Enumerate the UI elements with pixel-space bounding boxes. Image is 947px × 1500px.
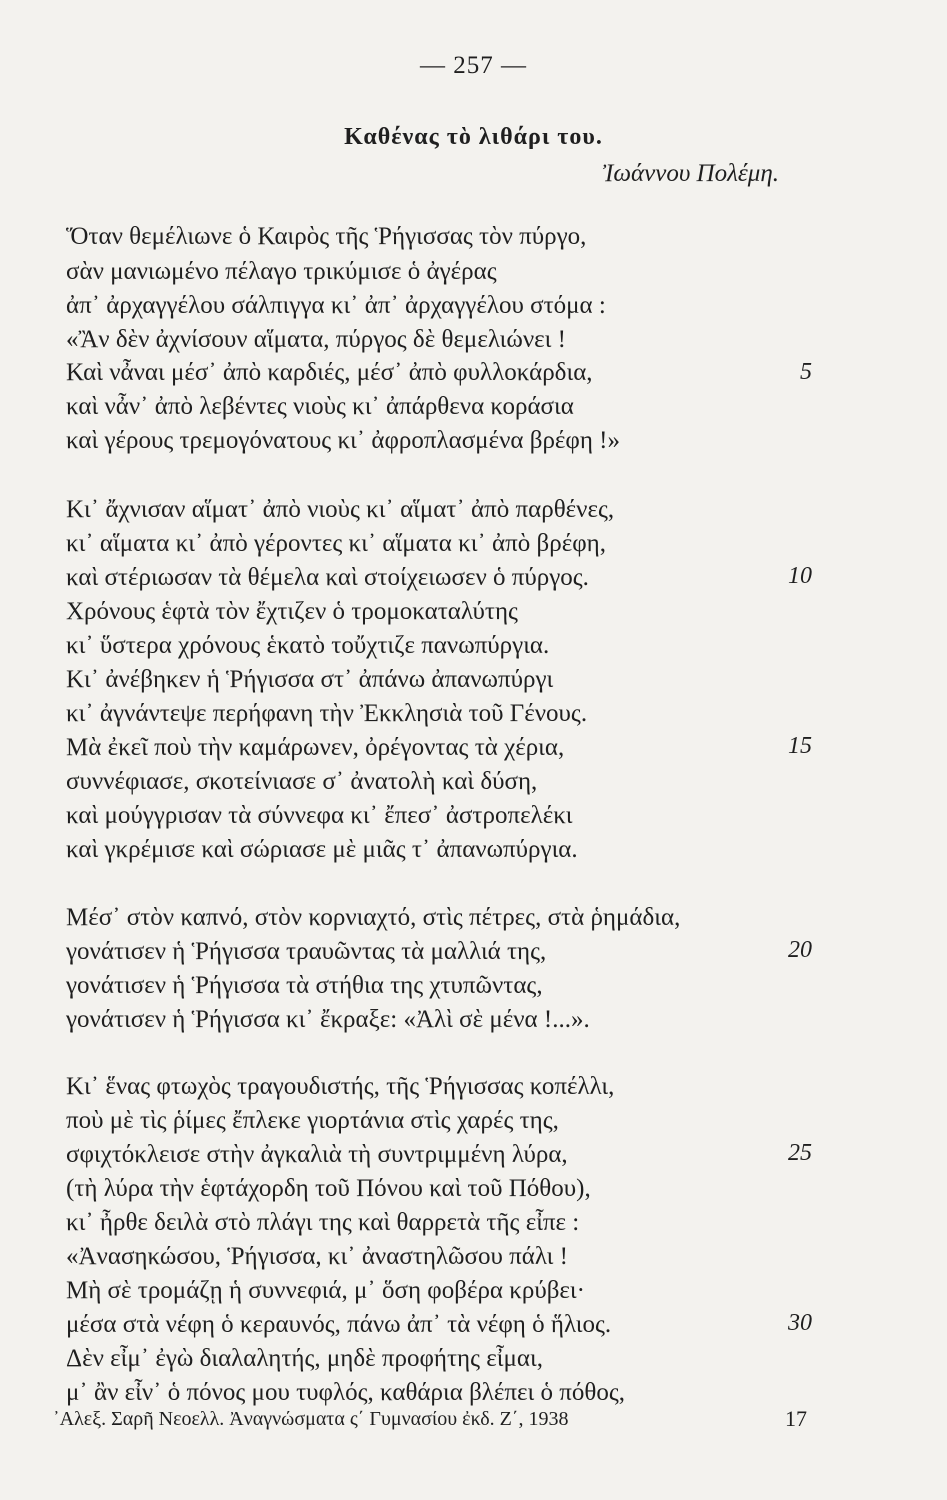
poem-line: κι᾽ ἦρθε δειλὰ στὸ πλάγι της καὶ θαρρετὰ τῆς εἶπε : <box>66 1209 580 1236</box>
poem-line: Κι᾽ ἄχνισαν αἵματ᾽ ἀπὸ νιοὺς κι᾽ αἵματ᾽ ἀπὸ παρθένες, <box>66 496 615 523</box>
poem-line: (τὴ λύρα τὴν ἑφτάχορδη τοῦ Πόνου καὶ τοῦ Πόθου), <box>66 1175 591 1202</box>
poem-line: κι᾽ ὕστερα χρόνους ἑκατὸ τοὔχτιζε πανωπύργια. <box>66 632 550 659</box>
poem-author: Ἰωάννου Πολέμη. <box>602 160 779 187</box>
line-number: 25 <box>788 1140 812 1166</box>
poem-line: Δὲν εἶμ᾽ ἐγὼ διαλαλητής, μηδὲ προφήτης εἶμαι, <box>66 1345 543 1372</box>
line-number: 10 <box>788 563 812 589</box>
poem-line: Χρόνους ἑφτὰ τὸν ἔχτιζεν ὁ τρομοκαταλύτης <box>66 598 518 625</box>
poem-line: Μέσ᾽ στὸν καπνό, στὸν κορνιαχτό, στὶς πέτρες, στὰ ῥημάδια, <box>66 904 681 931</box>
poem-line: «Ἂν δὲν ἀχνίσουν αἵματα, πύργος δὲ θεμελιώνει ! <box>66 326 566 353</box>
page-number: — 257 — <box>420 52 527 79</box>
line-number: 20 <box>788 937 812 963</box>
poem-line: καὶ νἆν᾽ ἀπὸ λεβέντες νιοὺς κι᾽ ἀπάρθενα κοράσια <box>66 393 574 420</box>
poem-line: Ὅταν θεμέλιωνε ὁ Καιρὸς τῆς Ῥήγισσας τὸν πύργο, <box>66 223 587 250</box>
poem-line: γονάτισεν ἡ Ῥήγισσα κι᾽ ἔκραξε: «Ἀλὶ σὲ μένα !...». <box>66 1006 590 1033</box>
poem-line: καὶ γκρέμισε καὶ σώριασε μὲ μιᾶς τ᾽ ἀπανωπύργια. <box>66 836 578 863</box>
poem-line: μ᾽ ἂν εἶν᾽ ὁ πόνος μου τυφλός, καθάρια βλέπει ὁ πόθος, <box>66 1379 625 1406</box>
line-number: 30 <box>788 1310 812 1336</box>
poem-line: καὶ μούγγρισαν τὰ σύννεφα κι᾽ ἔπεσ᾽ ἀστροπελέκι <box>66 802 573 829</box>
poem-line: κι᾽ ἀγνάντεψε περήφανη τὴν Ἐκκλησιὰ τοῦ Γένους. <box>66 700 588 727</box>
poem-line: γονάτισεν ἡ Ῥήγισσα τὰ στήθια της χτυπῶντας, <box>66 972 543 999</box>
line-number: 15 <box>788 733 812 759</box>
source-footer: ᾽Αλεξ. Σαρῆ Νεοελλ. Ἀναγνώσματα ς΄ Γυμνασίου ἐκδ. Ζ΄, 1938 <box>53 1408 569 1430</box>
poem-line: Καὶ νἆναι μέσ᾽ ἀπὸ καρδιές, μέσ᾽ ἀπὸ φυλλοκάρδια, <box>66 359 593 386</box>
poem-line: σφιχτόκλεισε στὴν ἀγκαλιὰ τὴ συντριμμένη λύρα, <box>66 1141 568 1168</box>
poem-line: Μὰ ἐκεῖ ποὺ τὴν καμάρωνεν, ὀρέγοντας τὰ χέρια, <box>66 734 565 761</box>
poem-line: «Ἀνασηκώσου, Ῥήγισσα, κι᾽ ἀναστηλῶσου πάλι ! <box>66 1243 568 1270</box>
poem-line: σὰν μανιωμένο πέλαγο τρικύμισε ὁ ἀγέρας <box>66 258 497 285</box>
poem-line: γονάτισεν ἡ Ῥήγισσα τραυῶντας τὰ μαλλιά της, <box>66 938 547 965</box>
poem-line: συννέφιασε, σκοτείνιασε σ᾽ ἀνατολὴ καὶ δύση, <box>66 768 538 795</box>
poem-line: καὶ στέριωσαν τὰ θέμελα καὶ στοίχειωσεν ὁ πύργος. <box>66 564 589 591</box>
poem-title: Καθένας τὸ λιθάρι του. <box>344 124 603 150</box>
poem-line: ἀπ᾽ ἀρχαγγέλου σάλπιγγα κι᾽ ἀπ᾽ ἀρχαγγέλου στόμα : <box>66 292 606 319</box>
poem-line: ποὺ μὲ τὶς ῥίμες ἔπλεκε γιορτάνια στὶς χαρές της, <box>66 1107 559 1134</box>
poem-line: μέσα στὰ νέφη ὁ κεραυνός, πάνω ἀπ᾽ τὰ νέφη ὁ ἥλιος. <box>66 1311 612 1338</box>
poem-line: Μὴ σὲ τρομάζῃ ἡ συννεφιά, μ᾽ ὅση φοβέρα κρύβει· <box>66 1277 585 1304</box>
signature-mark: 17 <box>785 1406 807 1431</box>
line-number: 5 <box>800 359 812 385</box>
poem-line: Κι᾽ ἀνέβηκεν ἡ Ῥήγισσα στ᾽ ἀπάνω ἀπανωπύργι <box>66 666 554 693</box>
poem-line: κι᾽ αἵματα κι᾽ ἀπὸ γέροντες κι᾽ αἵματα κι᾽ ἀπὸ βρέφη, <box>66 530 606 557</box>
poem-line: Κι᾽ ἕνας φτωχὸς τραγουδιστής, τῆς Ῥήγισσας κοπέλλι, <box>66 1073 615 1100</box>
poem-line: καὶ γέρους τρεμογόνατους κι᾽ ἀφροπλασμένα βρέφη !» <box>66 427 620 454</box>
